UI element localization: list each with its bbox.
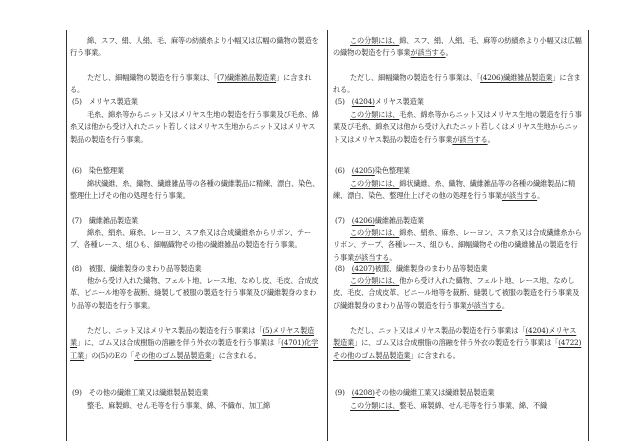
left-para-weaving-note: ただし、細幅織物の製造を行う事業は、「(7)繊維雑品製造業」に含まれる。 [70, 73, 312, 95]
left-heading-7: (7) 繊維雑品製造業 [72, 216, 139, 225]
right-heading-7: (7) (4206)繊維雑品製造業 [335, 216, 425, 225]
left-para-6: 綿状繊維、糸、織物、繊維雑品等の各種の繊維製品に精練、漂白、染色、整理仕上げその他の処理を行う事業。 [70, 179, 320, 201]
ref-link: (4206)繊維雑品製造業 [480, 73, 553, 82]
left-para-weaving: 綿、スフ、絹、人絹、毛、麻等の紡績糸より小幅又は広幅の織物の製造を行う事業。 [70, 36, 319, 58]
right-heading-6: (6) (4205)染色整理業 [335, 166, 410, 175]
right-para-9: この分類には、整毛、麻製綿、せん毛等を行う事業、綿、不織 [350, 401, 548, 410]
ref-link: (4204)メリヤス製造業 [333, 326, 577, 348]
left-heading-6: (6) 染色整理業 [72, 166, 124, 175]
ref-link: (4701)化学工業 [70, 338, 319, 360]
ref-link: (5)メリヤス製造業 [70, 326, 315, 348]
right-para-5: この分類には、毛糸、綿糸等からニット又はメリヤス生地の製造を行う事業及び毛糸、綿糸又は他から受け入れたニット若しくはメリヤス生地からニット又はメリヤス製品の製造を行う事業が該当する。 [333, 110, 582, 144]
right-para-weaving: この分類には、綿、スフ、絹、人絹、毛、麻等の紡績糸より小幅又は広幅の織物の製造を行う事業が該当する。 [333, 36, 582, 58]
left-para-9: 整毛、麻製綿、せん毛等を行う事業、綿、不織布、加工綿 [87, 401, 270, 410]
column-divider [327, 30, 328, 441]
left-para-8-note: ただし、ニット又はメリヤス製品の製造を行う事業は「(5)メリヤス製造業」に、ゴム又は合成樹脂の溶融を伴う外衣の製造を行う事業は「(4701)化学工業」の(5)のEの「その他のゴム製品製造業」に含まれる。 [70, 326, 319, 360]
left-para-5: 毛糸、綿糸等からニット又はメリヤス生地の製造を行う事業及び毛糸、綿糸又は他から受け入れたニット若しくはメリヤス生地からニット又はメリヤス製品の製造を行う事業。 [70, 110, 319, 144]
ref-link: (4722)その他のゴム製品製造業 [333, 338, 582, 360]
comparison-table [66, 30, 589, 441]
left-heading-9: (9) その他の繊維工業又は繊維製品製造業 [72, 388, 209, 397]
right-heading-9: (9) (4208)その他の繊維工業又は繊維製品製造業 [335, 388, 495, 397]
left-heading-5: (5) メリヤス製造業 [72, 97, 138, 106]
ref-link: (7)繊維雑品製造業 [217, 73, 277, 82]
right-para-7: この分類には、綿糸、絹糸、麻糸、レーヨン、スフ糸又は合成繊維糸からリボン、テープ、各種レース、組ひも、細幅織物その他の繊維雑品の製造を行う事業が該当する。 [333, 228, 582, 262]
right-para-6: この分類には、綿状繊維、糸、織物、繊維雑品等の各種の繊維製品に精練、漂白、染色、整理仕上げその他の処理を行う事業が該当する。 [333, 179, 576, 201]
right-para-8: この分類には、他から受け入れた織物、フェルト地、レース地、なめし皮、毛皮、合成皮革、ビニール地等を裁断、縫製して被服の製造を行う事業及び繊維製身のまわり品等の製造を行う事業が該当する。 [333, 276, 580, 310]
right-heading-8: (8) (4207)被服、繊維製身のまわり品等製造業 [335, 264, 488, 273]
right-para-8-note: ただし、ニット又はメリヤス製品の製造を行う事業は「(4204)メリヤス製造業」に、ゴム又は合成樹脂の溶融を伴う外衣の製造を行う事業は「(4722)その他のゴム製品製造業」に含まれる。 [333, 326, 582, 360]
right-heading-5: (5) (4204)メリヤス製造業 [335, 97, 424, 106]
ref-link: その他のゴム製品製造業 [134, 350, 212, 360]
left-para-7: 綿糸、絹糸、麻糸、レーヨン、スフ糸又は合成繊維糸からリボン、テープ、各種レース、組ひも、細幅織物その他の繊維雑品の製造を行う事業。 [70, 228, 312, 250]
left-heading-8: (8) 被服、繊維製身のまわり品等製造業 [72, 264, 202, 273]
right-para-weaving-note: ただし、細幅織物の製造を行う事業は、「(4206)繊維雑品製造業」に含まれる。 [333, 73, 581, 95]
left-para-8: 他から受け入れた織物、フェルト地、レース地、なめし皮、毛皮、合成皮革、ビニール地等を裁断、縫製して被服の製造を行う事業及び繊維製身のまわり品等の製造を行う事業。 [70, 276, 319, 310]
